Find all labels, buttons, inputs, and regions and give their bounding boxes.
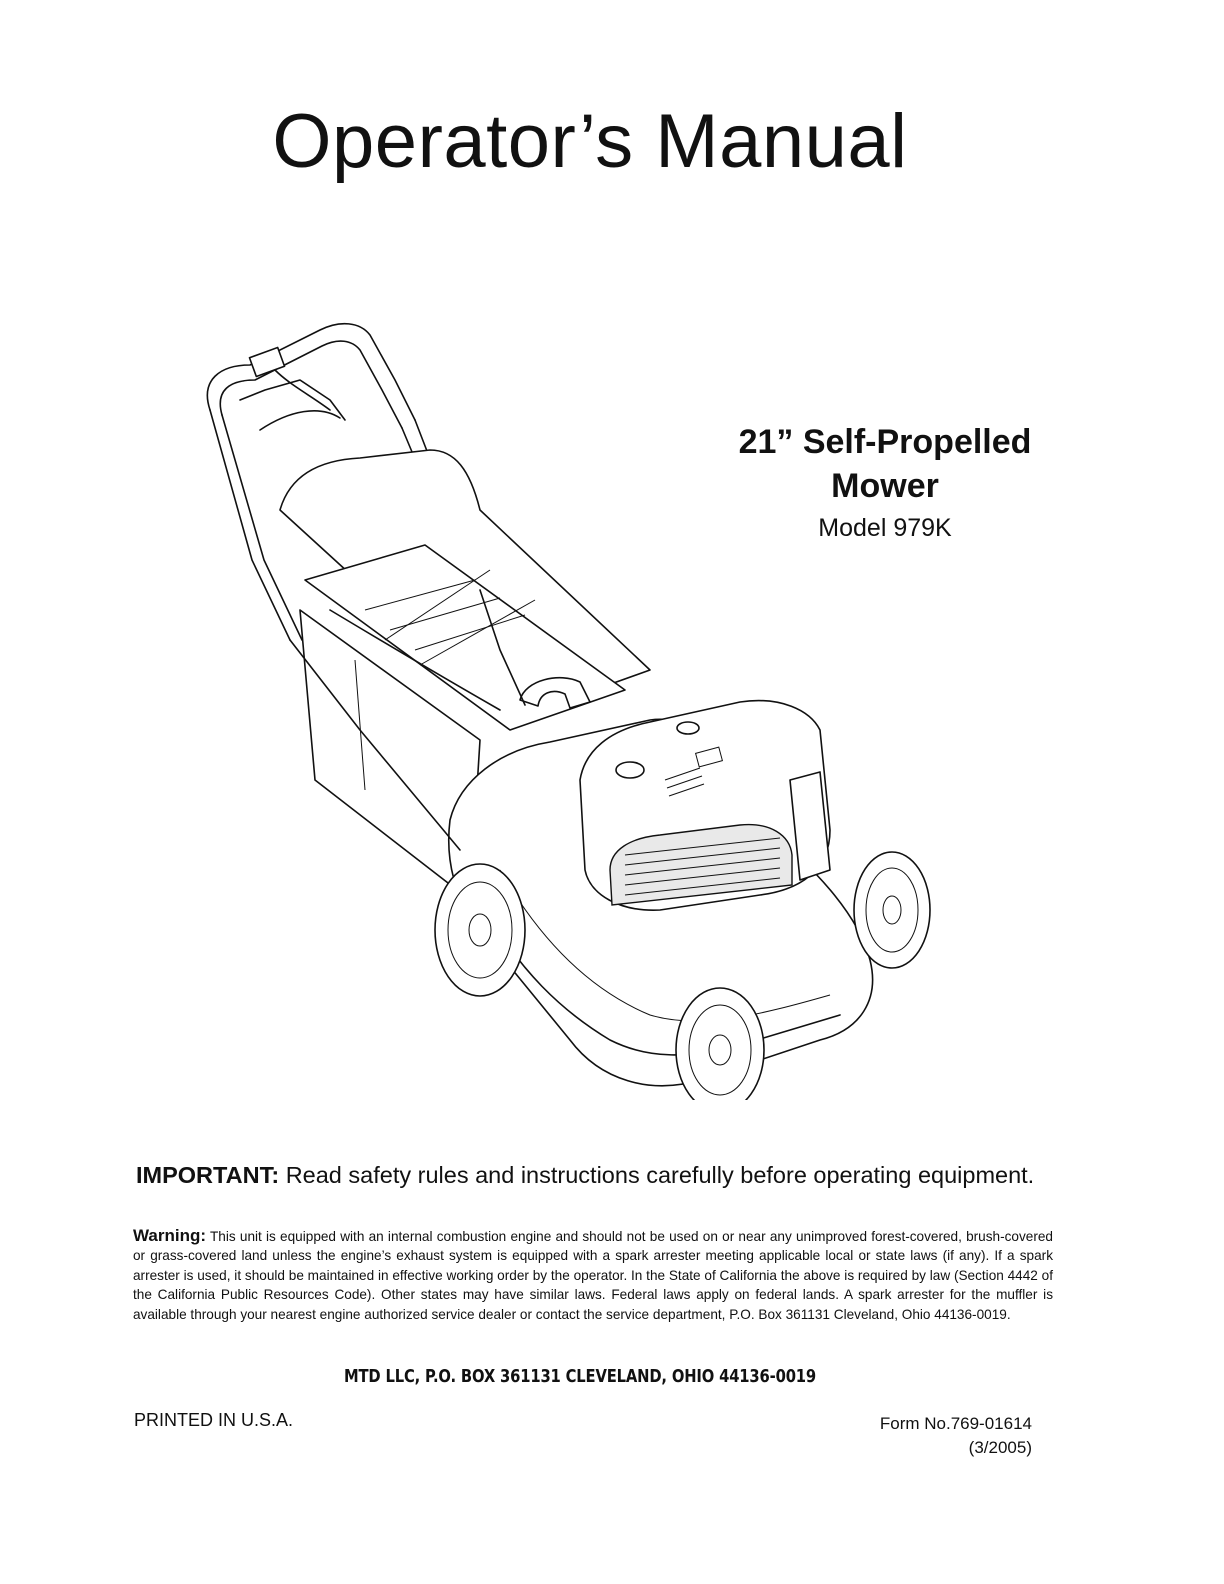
important-notice xyxy=(136,1162,1096,1189)
important-label: IMPORTANT: xyxy=(136,1162,280,1188)
product-name-line2: Mower xyxy=(831,467,939,506)
manual-title: Operator’s Manual xyxy=(272,99,908,184)
warning-paragraph xyxy=(133,1226,1053,1324)
warning-label: Warning: xyxy=(133,1226,207,1245)
model-number: Model 979K xyxy=(818,514,952,543)
wheel xyxy=(676,988,764,1100)
company-address: MTD LLC, P.O. BOX 361131 CLEVELAND, OHIO 44136-0019 xyxy=(343,1366,817,1387)
printed-in: PRINTED IN U.S.A. xyxy=(134,1410,294,1430)
form-info xyxy=(840,1412,1032,1460)
form-date: (3/2005) xyxy=(968,1438,1032,1457)
product-heading xyxy=(700,420,1070,543)
form-number: Form No.769-01614 xyxy=(879,1414,1032,1433)
product-name-line1: 21” Self-Propelled xyxy=(738,423,1032,461)
wheel xyxy=(435,864,525,996)
wheel xyxy=(854,852,930,968)
important-text: Read safety rules and instructions carefully before operating equipment. xyxy=(279,1162,1035,1188)
warning-text: This unit is equipped with an internal combustion engine and should not be used on or near any unimproved forest-covered, brush-covered or grass-covered land unless the engine’s exhaust system is equipped with a spark arrester meeting applicable local or state laws (if any). If a spark arrester is used, it should be maintained in effective working order by the operator. In the State of California the above is required by law (Section 4442 of the California Public Resources Code). Other states may have similar laws. Federal laws apply on federal lands. A spark arrester for the muffler is available through your nearest engine authorized service dealer or contact the service department, P.O. Box 361131 Cleveland, Ohio 44136-0019. xyxy=(133,1229,1053,1322)
